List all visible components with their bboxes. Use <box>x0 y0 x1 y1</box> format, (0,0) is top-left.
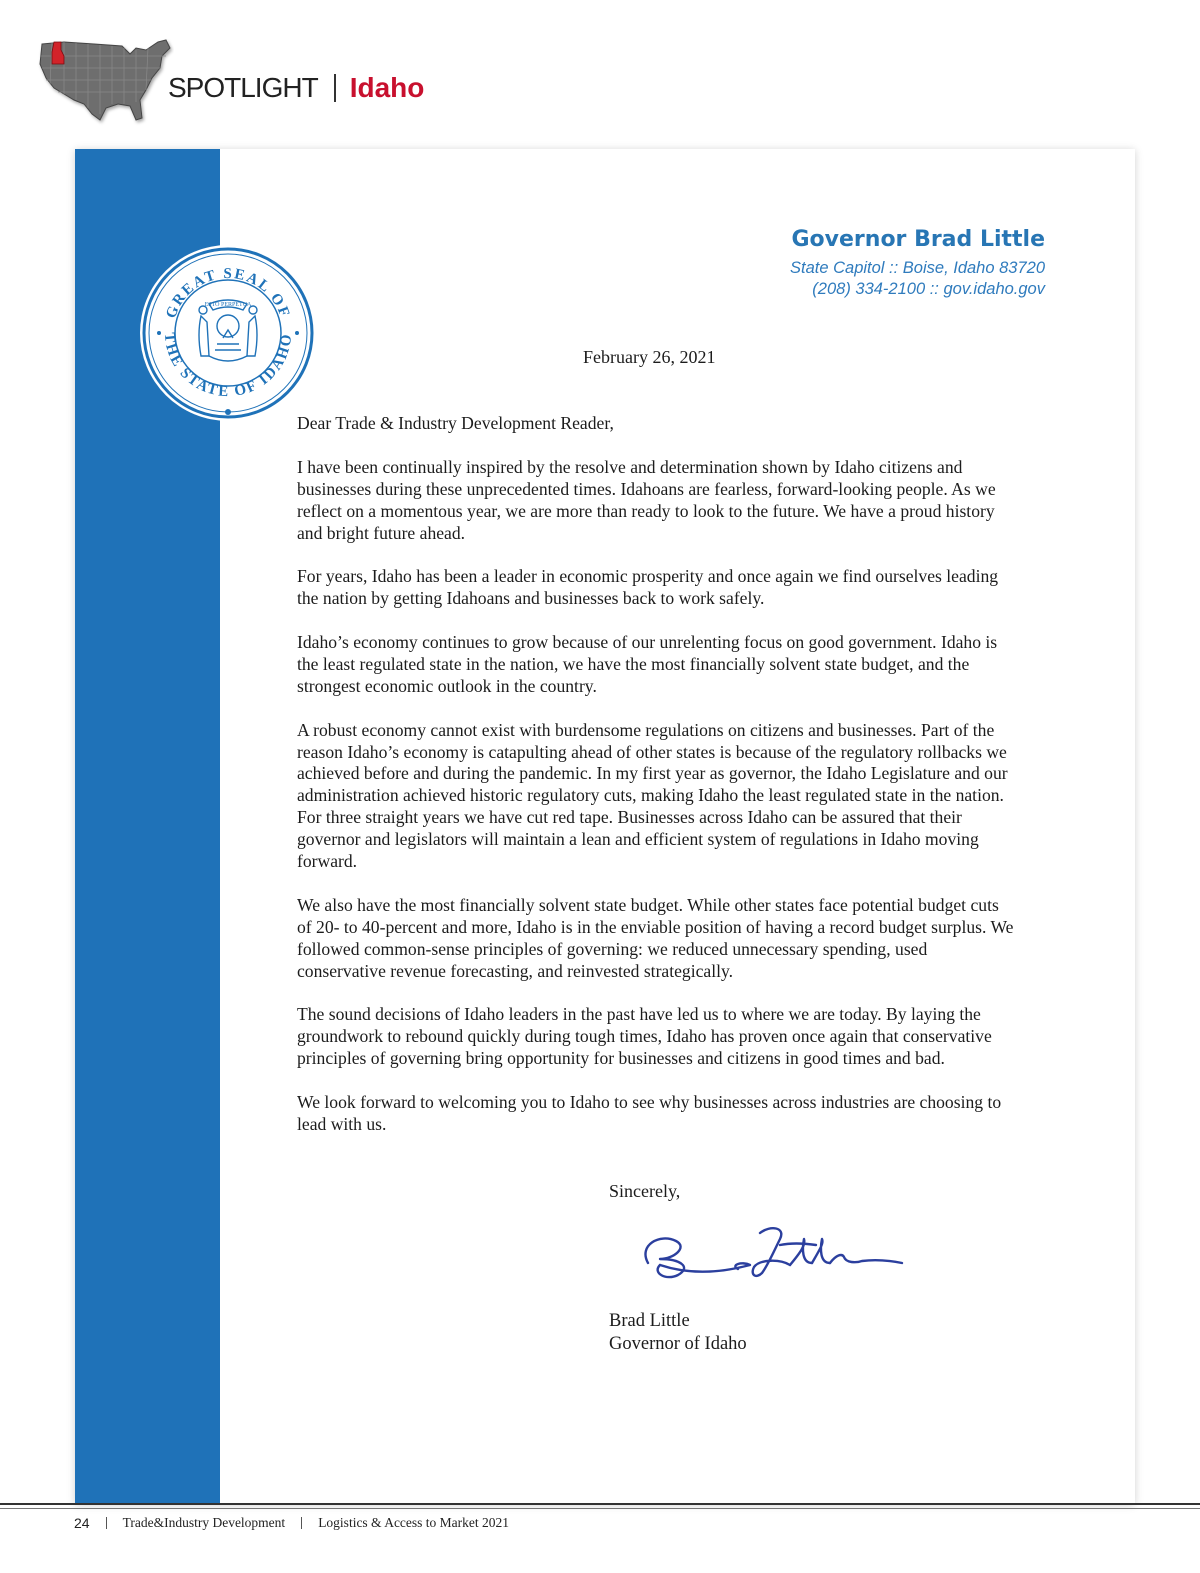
letter-body <box>297 413 1015 1158</box>
letterhead-address: State Capitol :: Boise, Idaho 83720 <box>789 259 1045 277</box>
signature-icon <box>630 1215 910 1295</box>
letter-paragraph: Idaho’s economy continues to grow because of our unrelenting focus on good government. Idaho is the least regulated state in the nation, we have the most financially solvent state budget, and the strongest economic outlook in the country. <box>297 632 998 696</box>
letter-closing: Sincerely, <box>609 1181 681 1201</box>
letterhead-contact: (208) 334-2100 :: gov.idaho.gov <box>812 280 1045 298</box>
letter-paragraph: I have been continually inspired by the resolve and determination shown by Idaho citizens and businesses during these unprecedented times. Idahoans are fearless, forward-looking people. As we reflect on a momentous year, we are more than ready to look to the future. We have a proud history and bright future ahead. <box>297 456 996 543</box>
svg-text:THE STATE OF IDAHO: THE STATE OF IDAHO <box>160 331 296 401</box>
state-seal-icon <box>139 244 317 422</box>
letter-paragraph: We look forward to welcoming you to Idaho to see why businesses across industries are choosing to lead with us. <box>297 1091 1002 1134</box>
section-state-name: Idaho <box>349 72 425 103</box>
page-footer <box>74 1513 509 1533</box>
signer-title: Governor of Idaho <box>609 1334 747 1354</box>
us-map-icon <box>34 34 174 126</box>
svg-text:ESTO PERPETUA: ESTO PERPETUA <box>204 302 252 308</box>
footer-rule-thin <box>0 1508 1200 1509</box>
letter-paragraph: We also have the most financially solvent state budget. While other states face potential budget cuts of 20- to 40-percent and more, Idaho is in the enviable position of having a record budget surplus. We followed common-sense principles of governing: we reduced unnecessary spending, used conservative revenue forecasting, and reinvested strategically. <box>297 894 1014 981</box>
section-divider <box>334 74 336 102</box>
letterhead-name: Governor Brad Little <box>791 227 1045 252</box>
letter-date: February 26, 2021 <box>583 347 716 367</box>
letter-paragraph: A robust economy cannot exist with burdensome regulations on citizens and businesses. Part of the reason Idaho’s economy is catapulting ahead of other states is because of the regulatory rollbacks we achieved before and during the pandemic. In my first year as governor, the Idaho Legislature and our administration achieved historic regulatory cuts, making Idaho the least regulated state in the nation. For three straight years we have cut red tape. Businesses across Idaho can be assured that their governor and legislators will maintain a lean and efficient system of regulations in Idaho moving forward. <box>297 719 1008 872</box>
signer-name: Brad Little <box>609 1311 690 1331</box>
section-label: SPOTLIGHT <box>168 72 318 103</box>
letter-salutation: Dear Trade & Industry Development Reader, <box>297 413 614 433</box>
footer-rule <box>0 1503 1200 1505</box>
page-number: 24 <box>74 1515 90 1531</box>
footer-divider <box>301 1517 302 1529</box>
governor-letter <box>75 149 1135 1504</box>
letter-paragraph: The sound decisions of Idaho leaders in the past have led us to where we are today. By laying the groundwork to rebound quickly during tough times, Idaho has proven once again that conservative principles of governing bring opportunity for businesses and citizens in good times and bad. <box>297 1004 992 1069</box>
svg-text:GREAT SEAL OF: GREAT SEAL OF <box>163 265 293 321</box>
footer-divider <box>106 1517 107 1529</box>
publication-name: Trade&Industry Development <box>122 1515 286 1530</box>
letter-paragraph: For years, Idaho has been a leader in economic prosperity and once again we find ourselves leading the nation by getting Idahoans and businesses back to work safely. <box>297 566 999 609</box>
section-header <box>168 70 424 106</box>
issue-name: Logistics & Access to Market 2021 <box>318 1515 510 1530</box>
